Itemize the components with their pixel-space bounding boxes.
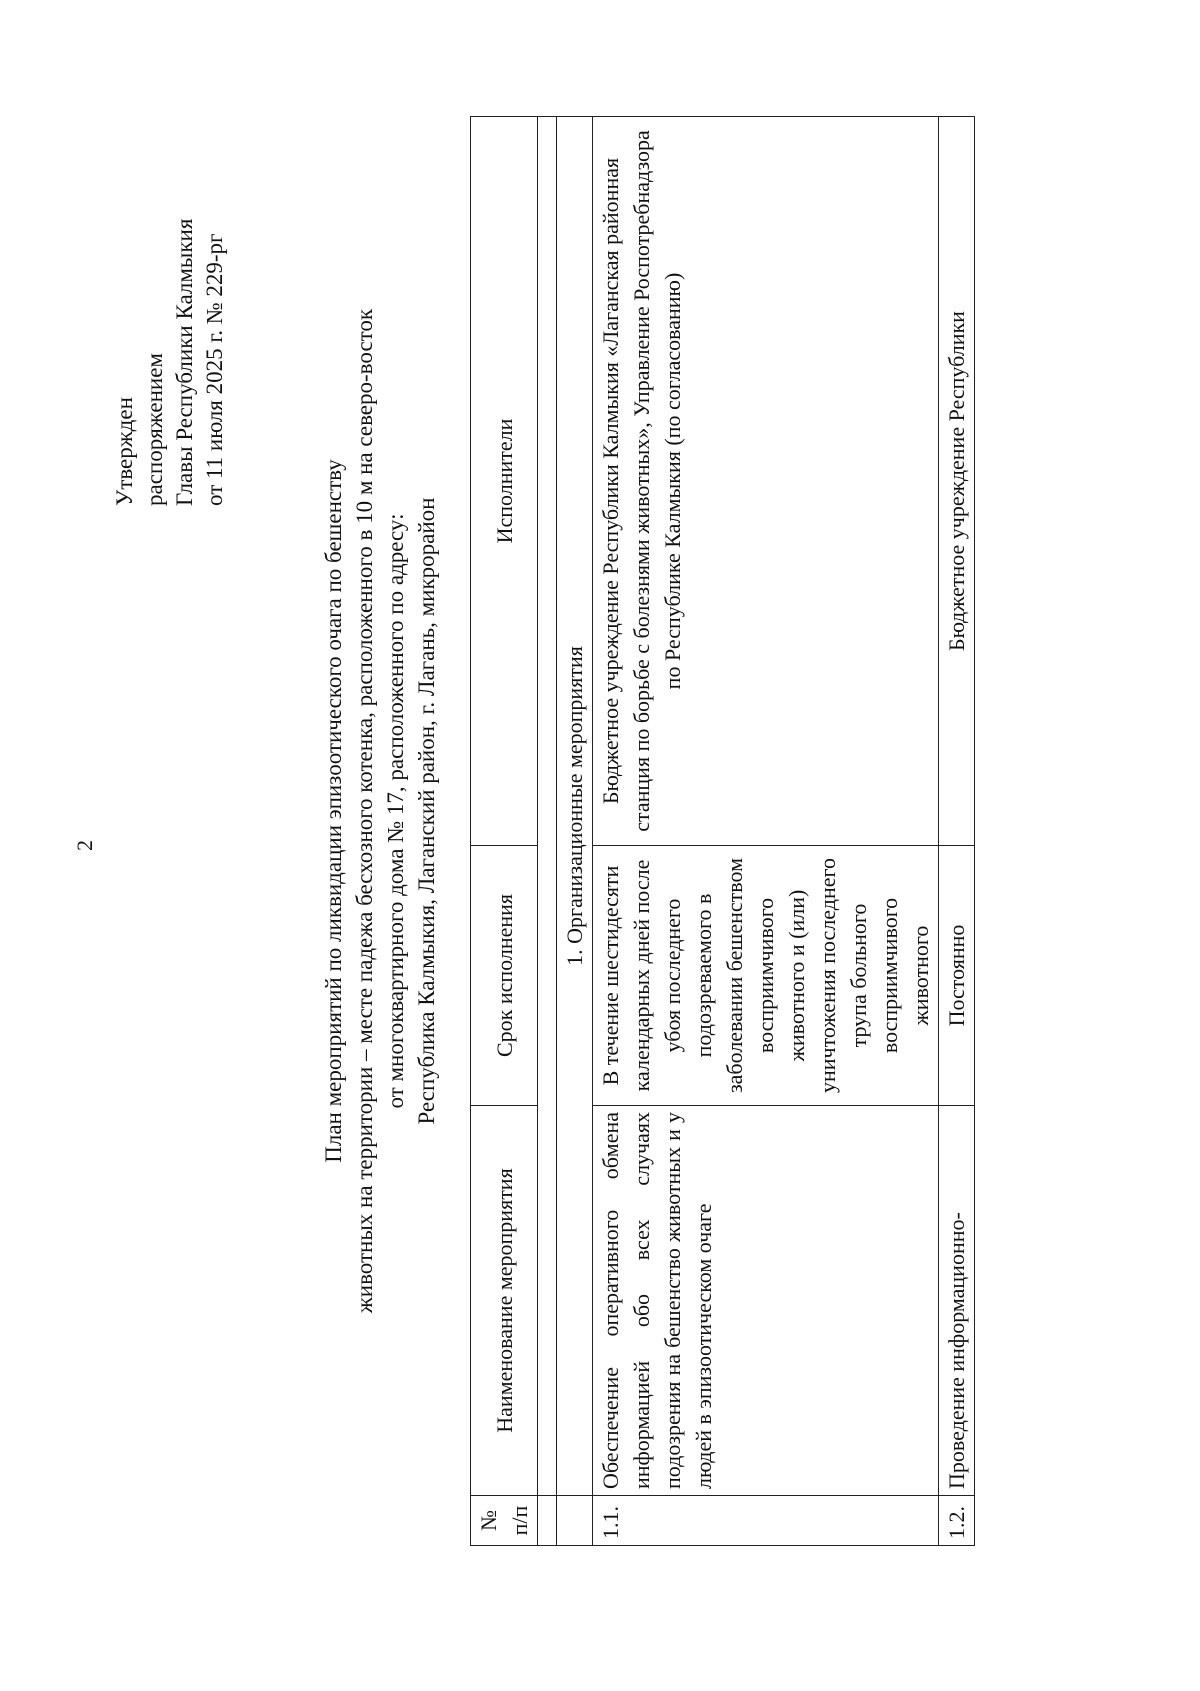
header-term: Срок исполнения: [471, 846, 538, 1106]
row-name: Обеспечение оперативного обмена информацией обо всех случаях подозрения на бешенство животных и у людей в эпизоотическом очаге: [593, 1106, 939, 1496]
row-number: 1.2.: [939, 1496, 975, 1546]
header-executors: Исполнители: [471, 117, 538, 846]
table-row: [593, 117, 939, 1546]
header-name: Наименование мероприятия: [471, 1106, 538, 1496]
row-executors: Бюджетное учреждение Республики: [939, 117, 975, 846]
title-line-4: Республика Калмыкия, Лаганский район, г. Лагань, микрорайон: [414, 497, 439, 1125]
section-row: [557, 117, 593, 1546]
page-number: 2: [72, 840, 97, 851]
row-term: Постоянно: [939, 846, 975, 1106]
plan-title: [318, 231, 442, 1391]
title-line-1: План мероприятий по ликвидации эпизоотического очага по бешенству: [321, 459, 346, 1163]
plan-table: [470, 116, 975, 1546]
approval-line-2: распоряжением: [142, 353, 167, 506]
approval-line-1: Утвержден: [112, 397, 137, 506]
section-title: 1. Организационные мероприятия: [557, 117, 593, 1496]
spacer-row: [538, 117, 557, 1546]
approval-line-4: от 11 июля 2025 г. № 229-рг: [202, 233, 227, 506]
approval-stamp-text: [110, 219, 230, 506]
table-header-row: [471, 117, 538, 1546]
title-line-3: от многоквартирного дома № 17, расположенного по адресу:: [383, 513, 408, 1109]
title-line-2: животных на территории – месте падежа бесхозного котенка, расположенного в 10 м на северо-восток: [352, 308, 377, 1314]
row-number: 1.1.: [593, 1496, 939, 1546]
row-name: Проведение информационно-: [939, 1106, 975, 1496]
row-term: В течение шестидесяти календарных дней после убоя последнего подозреваемого в заболевании бешенством восприимчивого животного и (или) уничтожения последнего трупа больного восприимчивого животного: [593, 846, 939, 1106]
approval-line-3: Главы Республики Калмыкия: [172, 218, 197, 506]
row-executors: Бюджетное учреждение Республики Калмыкия «Лаганская районная станция по борьбе с болезнями животных», Управление Роспотребнадзора по Республике Калмыкия (по согласованию): [593, 117, 939, 846]
table-row: [939, 117, 975, 1546]
header-no: № п/п: [471, 1496, 538, 1546]
